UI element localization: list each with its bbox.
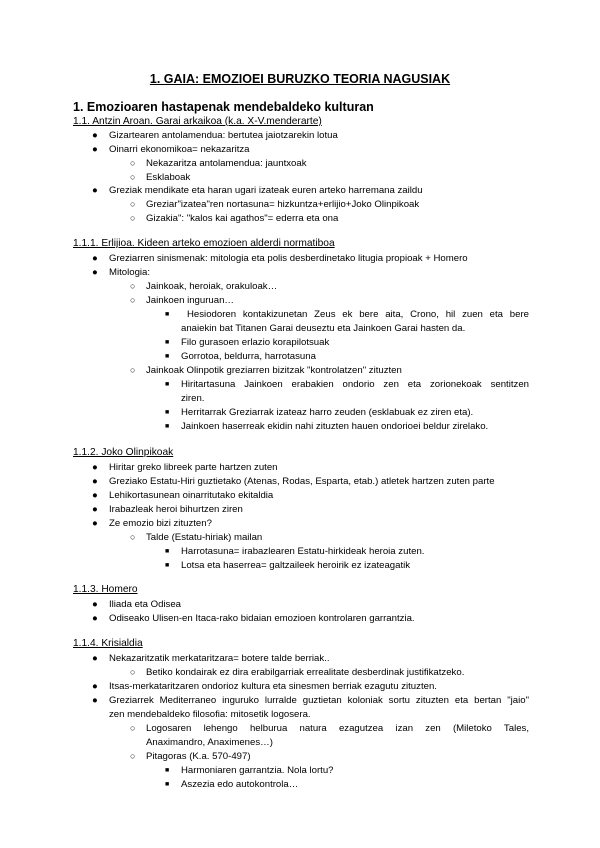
bullet-level2: ○: [130, 667, 136, 677]
list-item: Greziako Estatu-Hiri guztietako (Atenas, Rodas, Esparta, etab.) atletek hartzen zuten parte: [109, 476, 495, 487]
list-item: Jainkoen haserreak ekidin nahi zituzten hauen ondorioei beldur zirelako.: [181, 421, 489, 432]
list-item: Harrotasuna= irabazlearen Estatu-hirkideak heroia zuten.: [181, 546, 425, 557]
subsection-heading-1-1-4: 1.1.4. Krisialdia: [73, 638, 143, 649]
bullet-level2: ○: [130, 295, 136, 305]
bullet-level2: ○: [130, 172, 136, 182]
bullet-level1: ●: [92, 144, 98, 155]
bullet-level1: ●: [92, 695, 98, 706]
list-item: Lotsa eta haserrea= galtzaileek heroirik ez izateagatik: [181, 560, 411, 571]
list-item: Ze emozio bizi zituzten?: [109, 518, 212, 529]
bullet-level3: ■: [165, 781, 170, 788]
bullet-level1: ●: [92, 599, 98, 610]
list-item: Jainkoen inguruan…: [146, 295, 235, 306]
list-item: Jainkoak, heroiak, orakuloak…: [146, 281, 278, 292]
list-item: Jainkoak Olinpotik greziarren bizitzak "kontrolatzen" zituzten: [146, 365, 402, 376]
list-item-continued: ziren.: [181, 393, 205, 404]
list-item-continued: Anaximandro, Anaximenes…): [146, 737, 273, 748]
bullet-level1: ●: [92, 613, 98, 624]
list-item: Hesiodoren kontakizunetan Zeus ek bere aita, Crono, hil zuen eta bere: [187, 309, 529, 320]
bullet-level3: ■: [165, 409, 170, 416]
bullet-level3: ■: [165, 548, 170, 555]
list-item: Mitologia:: [109, 267, 151, 278]
bullet-level3: ■: [165, 311, 170, 318]
bullet-level1: ●: [92, 462, 98, 473]
bullet-level1: ●: [92, 267, 98, 278]
bullet-level1: ●: [92, 490, 98, 501]
list-item: Itsas-merkataritzaren ondorioz kultura eta sinesmen berriak ezagutu zituzten.: [109, 681, 437, 692]
bullet-level1: ●: [92, 681, 98, 692]
list-item: Greziar"izatea"ren nortasuna= hizkuntza+erlijio+Joko Olinpikoak: [146, 199, 420, 210]
list-item: Nekazaritza antolamendua: jauntxoak: [146, 158, 307, 169]
bullet-level3: ■: [165, 381, 170, 388]
list-item: Irabazleak heroi bihurtzen ziren: [109, 504, 243, 515]
list-item: Gorrotoa, beldurra, harrotasuna: [181, 351, 316, 362]
list-item: Greziak mendikate eta haran ugari izateak euren arteko harremana zaildu: [109, 185, 423, 196]
list-item: Gizakia": "kalos kai agathos"= ederra eta ona: [146, 213, 339, 224]
bullet-level1: ●: [92, 185, 98, 196]
bullet-level1: ●: [92, 130, 98, 141]
subsection-heading-1-1-1: 1.1.1. Erlijioa. Kideen arteko emozioen alderdi normatiboa: [73, 238, 335, 249]
bullet-level1: ●: [92, 653, 98, 664]
bullet-level1: ●: [92, 504, 98, 515]
bullet-level1: ●: [92, 518, 98, 529]
bullet-level2: ○: [130, 532, 136, 542]
list-item: Gizartearen antolamendua: bertutea jaiotzarekin lotua: [109, 130, 338, 141]
bullet-level3: ■: [165, 562, 170, 569]
list-item: Lehikortasunean oinarritutako ekitaldia: [109, 490, 274, 501]
list-item: Logosaren lehengo helburua natura ezagutzea izan zen (Miletoko Tales,: [146, 723, 529, 734]
list-item: Aszezia edo autokontrola…: [181, 779, 299, 790]
bullet-level2: ○: [130, 751, 136, 761]
list-item: Iliada eta Odisea: [109, 599, 181, 610]
section-heading: 1. Emozioaren hastapenak mendebaldeko kulturan: [73, 100, 374, 114]
list-item: Odiseako Ulisen-en Itaca-rako bidaian emozioen kontrolaren garrantzia.: [109, 613, 415, 624]
list-item: Hiritartasuna Jainkoen erabakien ondorio zen eta zorionekoak sentitzen: [181, 379, 529, 390]
bullet-level2: ○: [130, 281, 136, 291]
subsection-heading-1-1: 1.1. Antzin Aroan. Garai arkaikoa (k.a. X-V.menderarte): [73, 116, 322, 127]
list-item-continued: anaiekin bat Titanen Garai deuseztu eta Jainkoen Garai hasten da.: [181, 323, 466, 334]
list-item: Pitagoras (K.a. 570-497): [146, 751, 251, 762]
bullet-level2: ○: [130, 723, 136, 733]
list-item: Harmoniaren garrantzia. Nola lortu?: [181, 765, 334, 776]
list-item: Esklaboak: [146, 172, 191, 183]
subsection-heading-1-1-3: 1.1.3. Homero: [73, 584, 138, 595]
bullet-level3: ■: [165, 353, 170, 360]
list-item: Greziarrek Mediterraneo inguruko lurralde guztietan koloniak sortu zituzten eta bertan "jaio": [109, 695, 529, 706]
bullet-level3: ■: [165, 423, 170, 430]
list-item: Herritarrak Greziarrak izateaz harro zeuden (esklabuak ez ziren eta).: [181, 407, 474, 418]
bullet-level1: ●: [92, 253, 98, 264]
bullet-level2: ○: [130, 213, 136, 223]
list-item: Greziarren sinismenak: mitologia eta polis desberdinetako litugia propioak + Homero: [109, 253, 468, 264]
bullet-level2: ○: [130, 199, 136, 209]
bullet-level2: ○: [130, 158, 136, 168]
bullet-level3: ■: [165, 767, 170, 774]
list-item: Oinarri ekonomikoa= nekazaritza: [109, 144, 250, 155]
bullet-level3: ■: [165, 339, 170, 346]
list-item: Betiko kondairak ez dira erabilgarriak errealitate desberdinak justifikatzeko.: [146, 667, 465, 678]
list-item: Nekazaritzatik merkataritzara= botere talde berriak..: [109, 653, 330, 664]
page-title: 1. GAIA: EMOZIOEI BURUZKO TEORIA NAGUSIAK: [149, 72, 451, 86]
list-item: Talde (Estatu-hiriak) mailan: [146, 532, 263, 543]
bullet-level2: ○: [130, 365, 136, 375]
list-item: Hiritar greko libreek parte hartzen zuten: [109, 462, 278, 473]
list-item-continued: zen mendebaldeko filosofia: mitosetik logosera.: [109, 709, 311, 720]
subsection-heading-1-1-2: 1.1.2. Joko Olinpikoak: [73, 447, 174, 458]
list-item: Filo gurasoen erlazio korapilotsuak: [181, 337, 330, 348]
bullet-level1: ●: [92, 476, 98, 487]
